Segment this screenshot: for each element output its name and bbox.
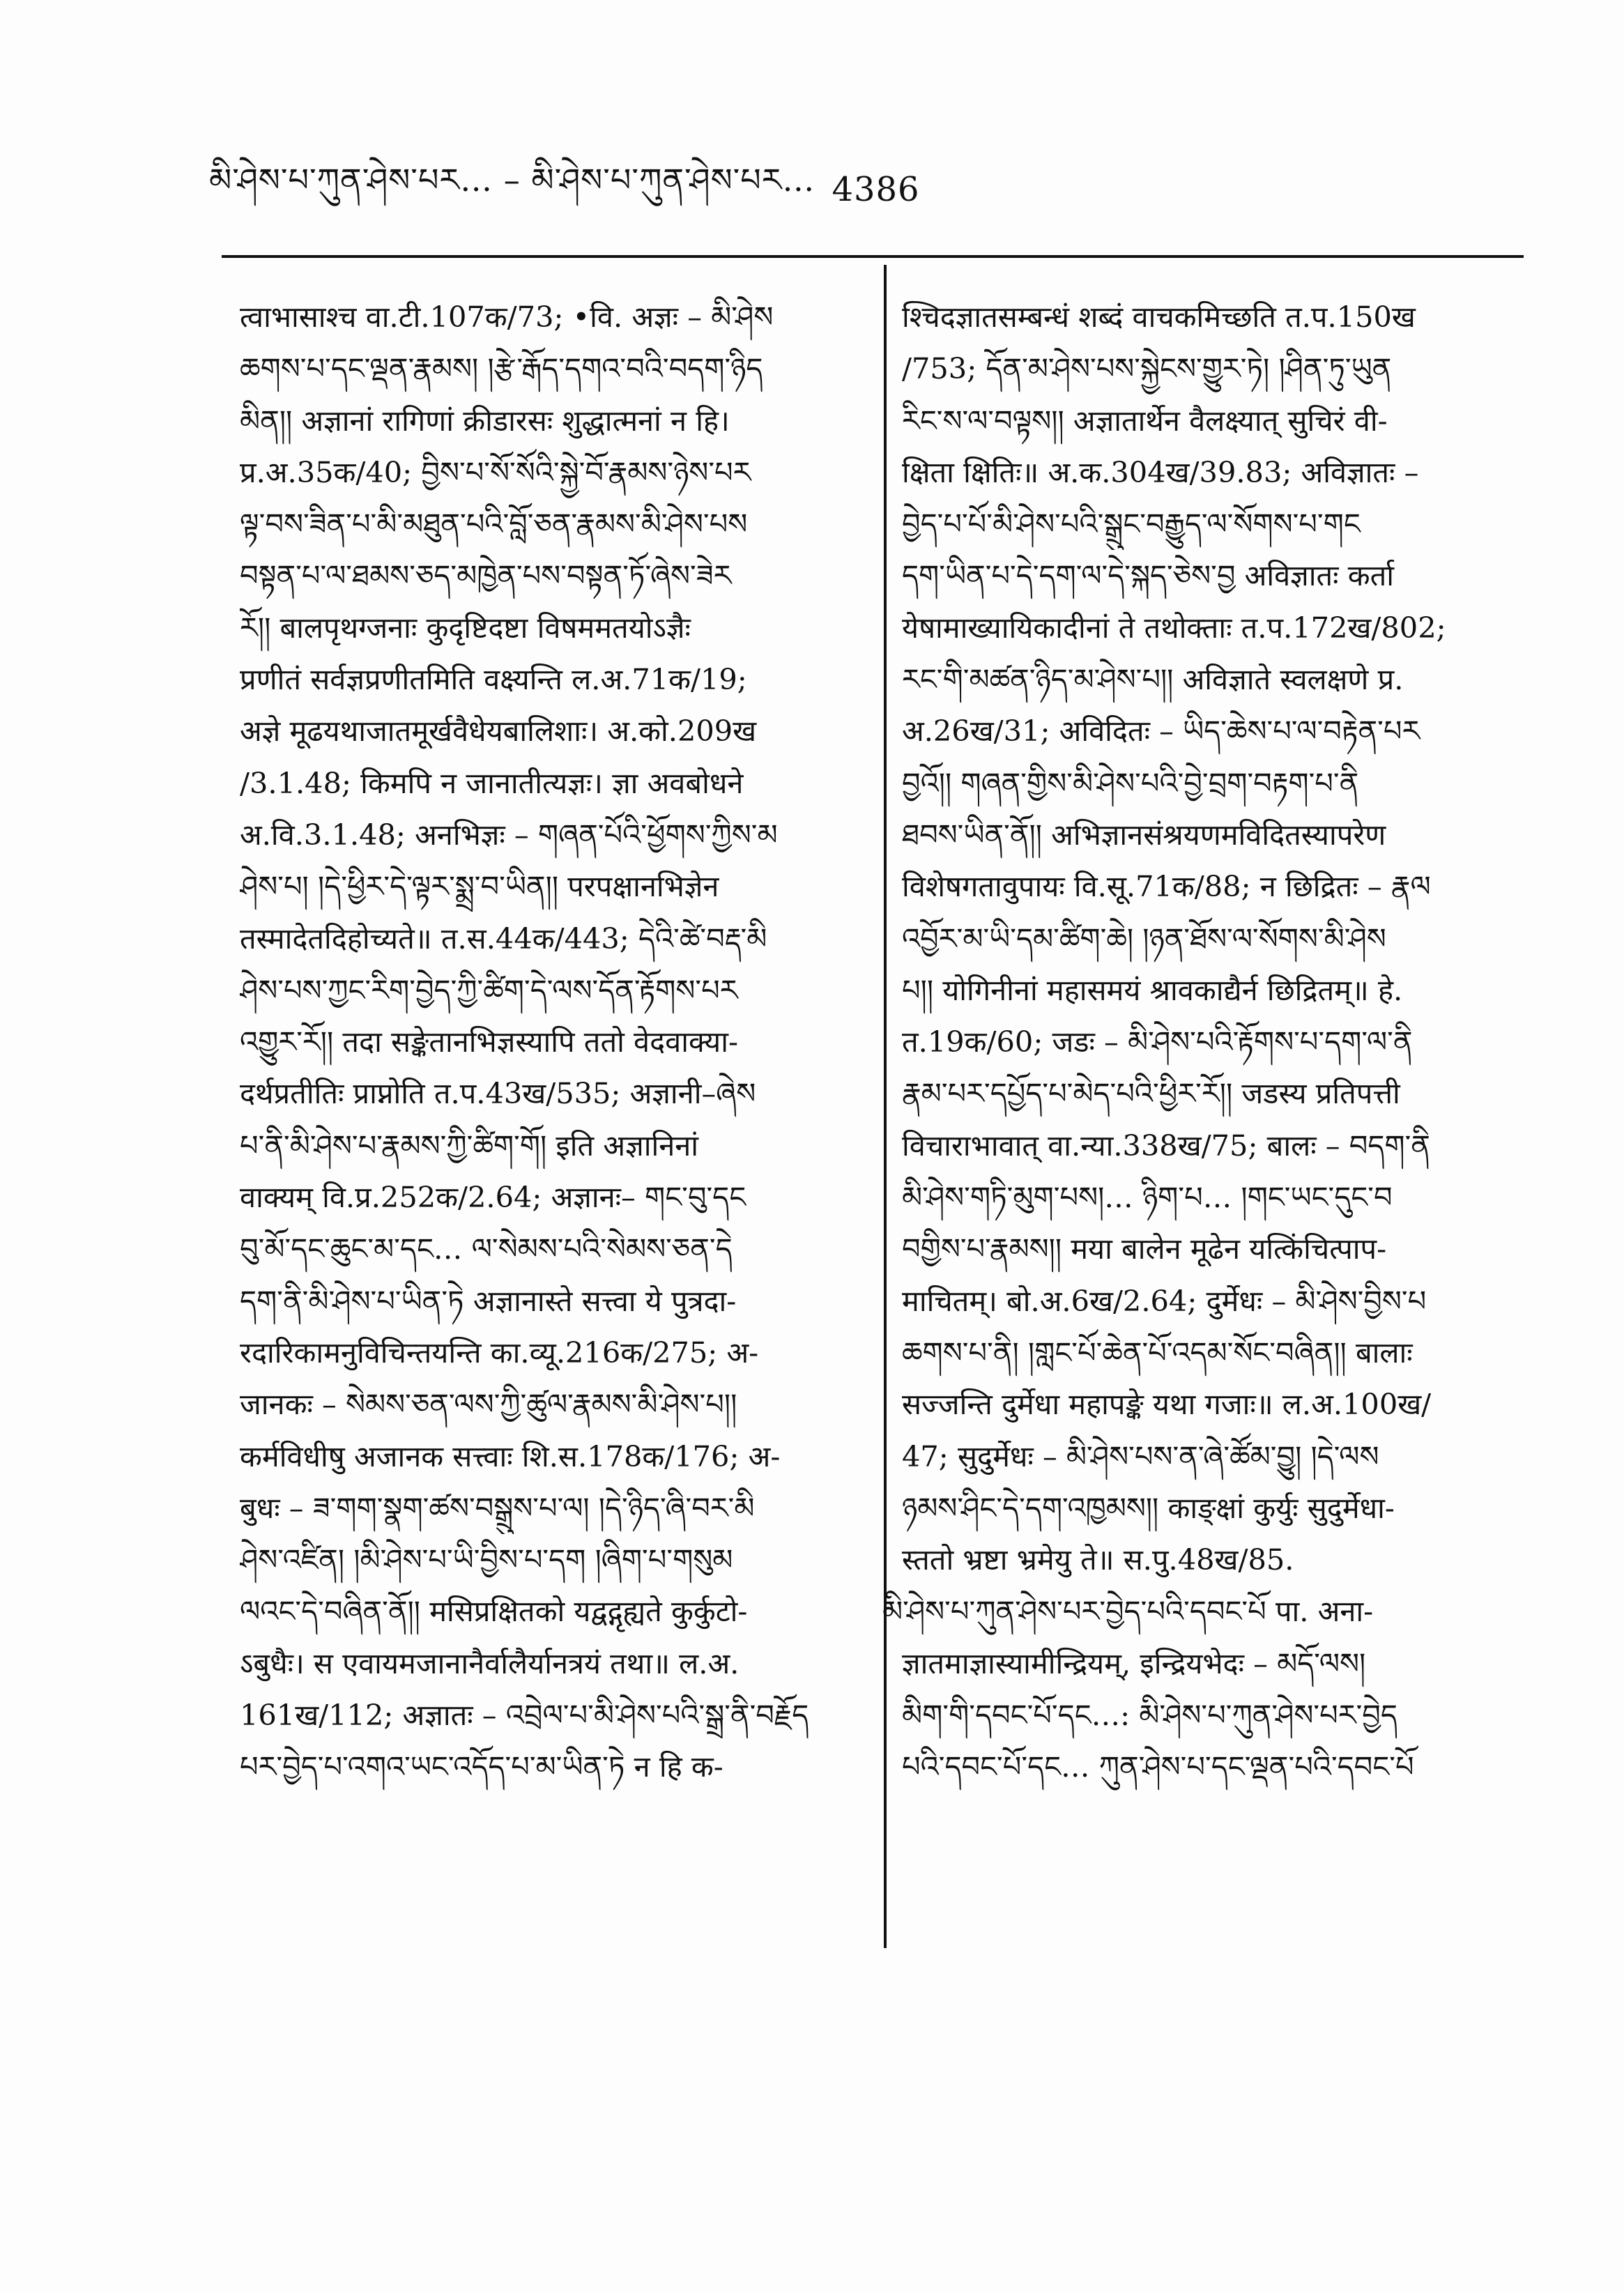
header-rule xyxy=(222,255,1524,258)
text-line: འགྱུར་རོ།། तदा सङ्केतानभिज्ञस्यापि ततो वेदवाक्या- xyxy=(240,1025,739,1059)
text-line: माचितम्। बो.अ.6ख/2.64; दुर्मेधः – མི་ཤེས་བྱིས་པ xyxy=(902,1283,1427,1318)
right-column xyxy=(882,291,1529,1793)
text-line: བྱེད་པ་པོ་མི་ཤེས་པའི་སྒྲུང་བརྒྱུད་ལ་སོགས་པ་གང xyxy=(902,507,1361,542)
running-head xyxy=(209,162,1255,217)
text-line: क्षिता क्षितिः॥ अ.क.304ख/39.83; अविज्ञातः – xyxy=(902,454,1419,489)
text-line: མིན།། अज्ञानां रागिणां क्रीडारसः शुद्धात्मनां न हि। xyxy=(240,403,730,438)
text-line: བུ་མོ་དང་ཆུང་མ་དང… ལ་སེམས་པའི་སེམས་ཅན་དེ xyxy=(240,1232,733,1266)
text-line: ལའང་དེ་བཞིན་ནོ།། मसिप्रक्षितको यद्वद्गृह्यते कुर्कुटो- xyxy=(240,1594,748,1629)
text-line: མི་ཤེས་གཏི་མུག་པས།… ཉིག་པ… །གང་ཡང་དུང་བ xyxy=(902,1180,1393,1215)
text-line: པ།། योगिनीनां महासमयं श्रावकाद्यैर्न छिद्रितम्॥ हे. xyxy=(902,972,1403,1007)
text-line: པ་ནི་མི་ཤེས་པ་རྣམས་ཀྱི་ཚིག་གོ། इति अज्ञानिनां xyxy=(240,1128,699,1163)
text-line: त.19क/60; जडः – མི་ཤེས་པའི་རྟོགས་པ་དག་ལ་ནི xyxy=(902,1025,1413,1059)
text-line: सज्जन्ति दुर्मेधा महापङ्के यथा गजाः॥ ल.अ.100ख/ xyxy=(902,1387,1432,1422)
text-line: ལྟ་བས་ཟིན་པ་མི་མཐུན་པའི་བློ་ཅན་རྣམས་མི་ཤེས་པས xyxy=(240,507,748,542)
text-line: བྱའོ།། གཞན་གྱིས་མི་ཤེས་པའི་བྱེ་བྲག་བརྟག་པ་ནི xyxy=(902,765,1359,800)
text-line: རིང་ས་ལ་བལྟས།། अज्ञातार्थेन वैलक्ष्यात् सुचिरं वी- xyxy=(902,403,1388,438)
text-line: विशेषगतावुपायः वि.सू.71क/88; न छिद्रितः – རྣལ xyxy=(902,869,1431,904)
text-line: འབྱོར་མ་ཡི་དམ་ཚིག་ཆེ། །ཉན་ཐོས་ལ་སོགས་མི་ཤེས xyxy=(902,921,1386,956)
text-line: विचाराभावात् वा.न्या.338ख/75; बालः – བདག་ནི xyxy=(902,1128,1430,1163)
text-line: པར་བྱེད་པ་འགའ་ཡང་འདོད་པ་མ་ཡིན་ཏེ न हि क- xyxy=(240,1749,723,1784)
text-line: རོ།། बालपृथग्जनाः कुदृष्टिदष्टा विषममतयोऽज्ञैः xyxy=(240,610,691,645)
text-line: दर्थप्रतीतिः प्राप्नोति त.प.43ख/535; अज्ञानी–ཞེས xyxy=(240,1076,756,1111)
text-line: प्रणीतं सर्वज्ञप्रणीतमिति वक्ष्यन्ति ल.अ.71क/19; xyxy=(240,662,747,697)
text-line: ཆགས་པ་དང་ལྡན་རྣམས། །རྩེ་རྒོད་དགའ་བའི་བདག་ཉིད xyxy=(240,351,763,386)
text-line: ཐབས་ཡིན་ནོ།། अभिज्ञानसंश्रयणमविदितस्यापरेण xyxy=(902,817,1386,852)
text-line: जानकः – སེམས་ཅན་ལས་ཀྱི་ཚུལ་རྣམས་མི་ཤེས་པ།། xyxy=(240,1387,737,1422)
text-line: /3.1.48; किमपि न जानातीत्यज्ञः। ज्ञा अवबोधने xyxy=(240,765,744,800)
text-line: དག་ནི་མི་ཤེས་པ་ཡིན་ཏེ अज्ञानास्ते सत्त्वा ये पुत्रदा- xyxy=(240,1283,737,1318)
text-line: པའི་དབང་པོ་དང… ཀུན་ཤེས་པ་དང་ལྡན་པའི་དབང་པོ xyxy=(902,1749,1414,1784)
text-line: རང་གི་མཚན་ཉིད་མ་ཤེས་པ།། अविज्ञाते स्वलक्षणे प्र. xyxy=(902,662,1404,697)
text-line: དག་ཡིན་པ་དེ་དག་ལ་དེ་སྐད་ཅེས་བྱ अविज्ञातः कर्ता xyxy=(902,558,1395,593)
text-line: ऽबुधैः। स एवायमजानानैर्वालैर्यानत्रयं तथा॥ ल.अ. xyxy=(240,1646,740,1680)
text-line: बुधः – ཟ་གག་སྣག་ཚས་བསྒྲུས་པ་ལ། །དེ་ཉིད་ཞི་བར་མི xyxy=(240,1490,755,1525)
text-line: བསྟན་པ་ལ་ཐམས་ཅད་མཁྱེན་པས་བསྟན་ཏོ་ཞེས་ཟེར xyxy=(240,558,732,593)
running-head-title: མི་ཤེས་པ་ཀུན་ཤེས་པར… – མི་ཤེས་པ་ཀུན་ཤེས་པར… xyxy=(209,160,815,199)
text-line: कर्मविधीषु अजानक सत्त्वाः शि.स.178क/176; अ- xyxy=(240,1439,781,1473)
text-line: 47; सुदुर्मेधः – མི་ཤེས་པས་ན་ཞེ་ཚོམ་བྱུ། །དེ་ལས xyxy=(902,1439,1379,1473)
text-line: वाक्यम् वि.प्र.252क/2.64; अज्ञानः– གང་བུ་དང xyxy=(240,1180,746,1215)
text-line: རྣམ་པར་དཔྱོད་པ་མེད་པའི་ཕྱིར་རོ།། जडस्य प्रतिपत्ती xyxy=(902,1076,1400,1111)
text-line: ཆགས་པ་ནི། །གླང་པོ་ཆེན་པོ་འདམ་སོང་བཞིན།། बालाः xyxy=(902,1335,1413,1370)
text-line: अ.वि.3.1.48; अनभिज्ञः – གཞན་པོའི་ཕྱོགས་ཀྱིས་མ xyxy=(240,817,778,852)
text-line: अज्ञे मूढयथाजातमूर्खवैधेयबालिशाः। अ.को.209ख xyxy=(240,714,757,749)
text-line: ज्ञातमाज्ञास्यामीन्द्रियम्, इन्द्रियभेदः – མདོ་ལས། xyxy=(902,1646,1366,1680)
text-line: ཤེས་པས་ཀྱང་རིག་བྱེད་ཀྱི་ཚིག་དེ་ལས་དོན་རྟོགས་པར xyxy=(240,972,738,1007)
text-line: त्वाभासाश्च वा.टी.107क/73; •वि. अज्ञः – མི་ཤེས xyxy=(240,300,774,334)
text-line: 161ख/112; अज्ञातः – འབྲེལ་པ་མི་ཤེས་པའི་སྒྲ་ནི་བརྗོད xyxy=(240,1698,809,1733)
page-number: 4386 xyxy=(832,170,920,209)
text-line: श्चिदज्ञातसम्बन्धं शब्दं वाचकमिच्छति त.प.150ख xyxy=(902,300,1416,334)
text-line: ཤེས་འཛིན། །མི་ཤེས་པ་ཡི་བྱིས་པ་དག །ཞིག་པ་གསུམ xyxy=(240,1542,733,1577)
text-line: ཤེས་པ། །དེ་ཕྱིར་དེ་ལྟར་སྨྲ་བ་ཡིན།། परपक्षानभिज्ञेन xyxy=(240,869,719,904)
column-divider xyxy=(884,265,887,1948)
text-line: བགྱིས་པ་རྣམས།། मया बालेन मूढेन यत्किंचित्पाप- xyxy=(902,1232,1387,1266)
left-column xyxy=(240,291,867,1793)
text-line: तस्मादेतदिहोच्यते॥ त.स.44क/443; དེའི་ཚེ་བརྡ་མི xyxy=(240,921,767,956)
text-line: /753; དོན་མ་ཤེས་པས་སྐྱེངས་གྱུར་ཏེ། །ཤིན་ཏུ་ཡུན xyxy=(902,351,1392,386)
text-line: येषामाख्यायिकादीनां ते तथोक्ताः त.प.172ख/802; xyxy=(902,610,1446,645)
text-line: रदारिकामनुविचिन्तयन्ति का.व्यू.216क/275; अ- xyxy=(240,1335,759,1370)
text-line: अ.26ख/31; अविदितः – ཡིད་ཆེས་པ་ལ་བརྟེན་པར xyxy=(902,714,1420,749)
text-line: स्ततो भ्रष्टा भ्रमेयु ते॥ स.पु.48ख/85. xyxy=(902,1542,1294,1577)
text-line: प्र.अ.35क/40; བྱིས་པ་སོ་སོའི་སྐྱེ་བོ་རྣམས་ཉེས་པར xyxy=(240,454,751,489)
text-line: ཉམས་ཤིང་དེ་དག་འཁྱམས།། काङ्क्षां कुर्युः सुदुर्मेधा- xyxy=(902,1490,1395,1525)
text-line: མི་ཤེས་པ་ཀུན་ཤེས་པར་བྱེད་པའི་དབང་པོ पा. अना- xyxy=(882,1594,1374,1629)
text-line: མིག་གི་དབང་པོ་དང…: མི་ཤེས་པ་ཀུན་ཤེས་པར་བྱེད xyxy=(902,1698,1397,1733)
